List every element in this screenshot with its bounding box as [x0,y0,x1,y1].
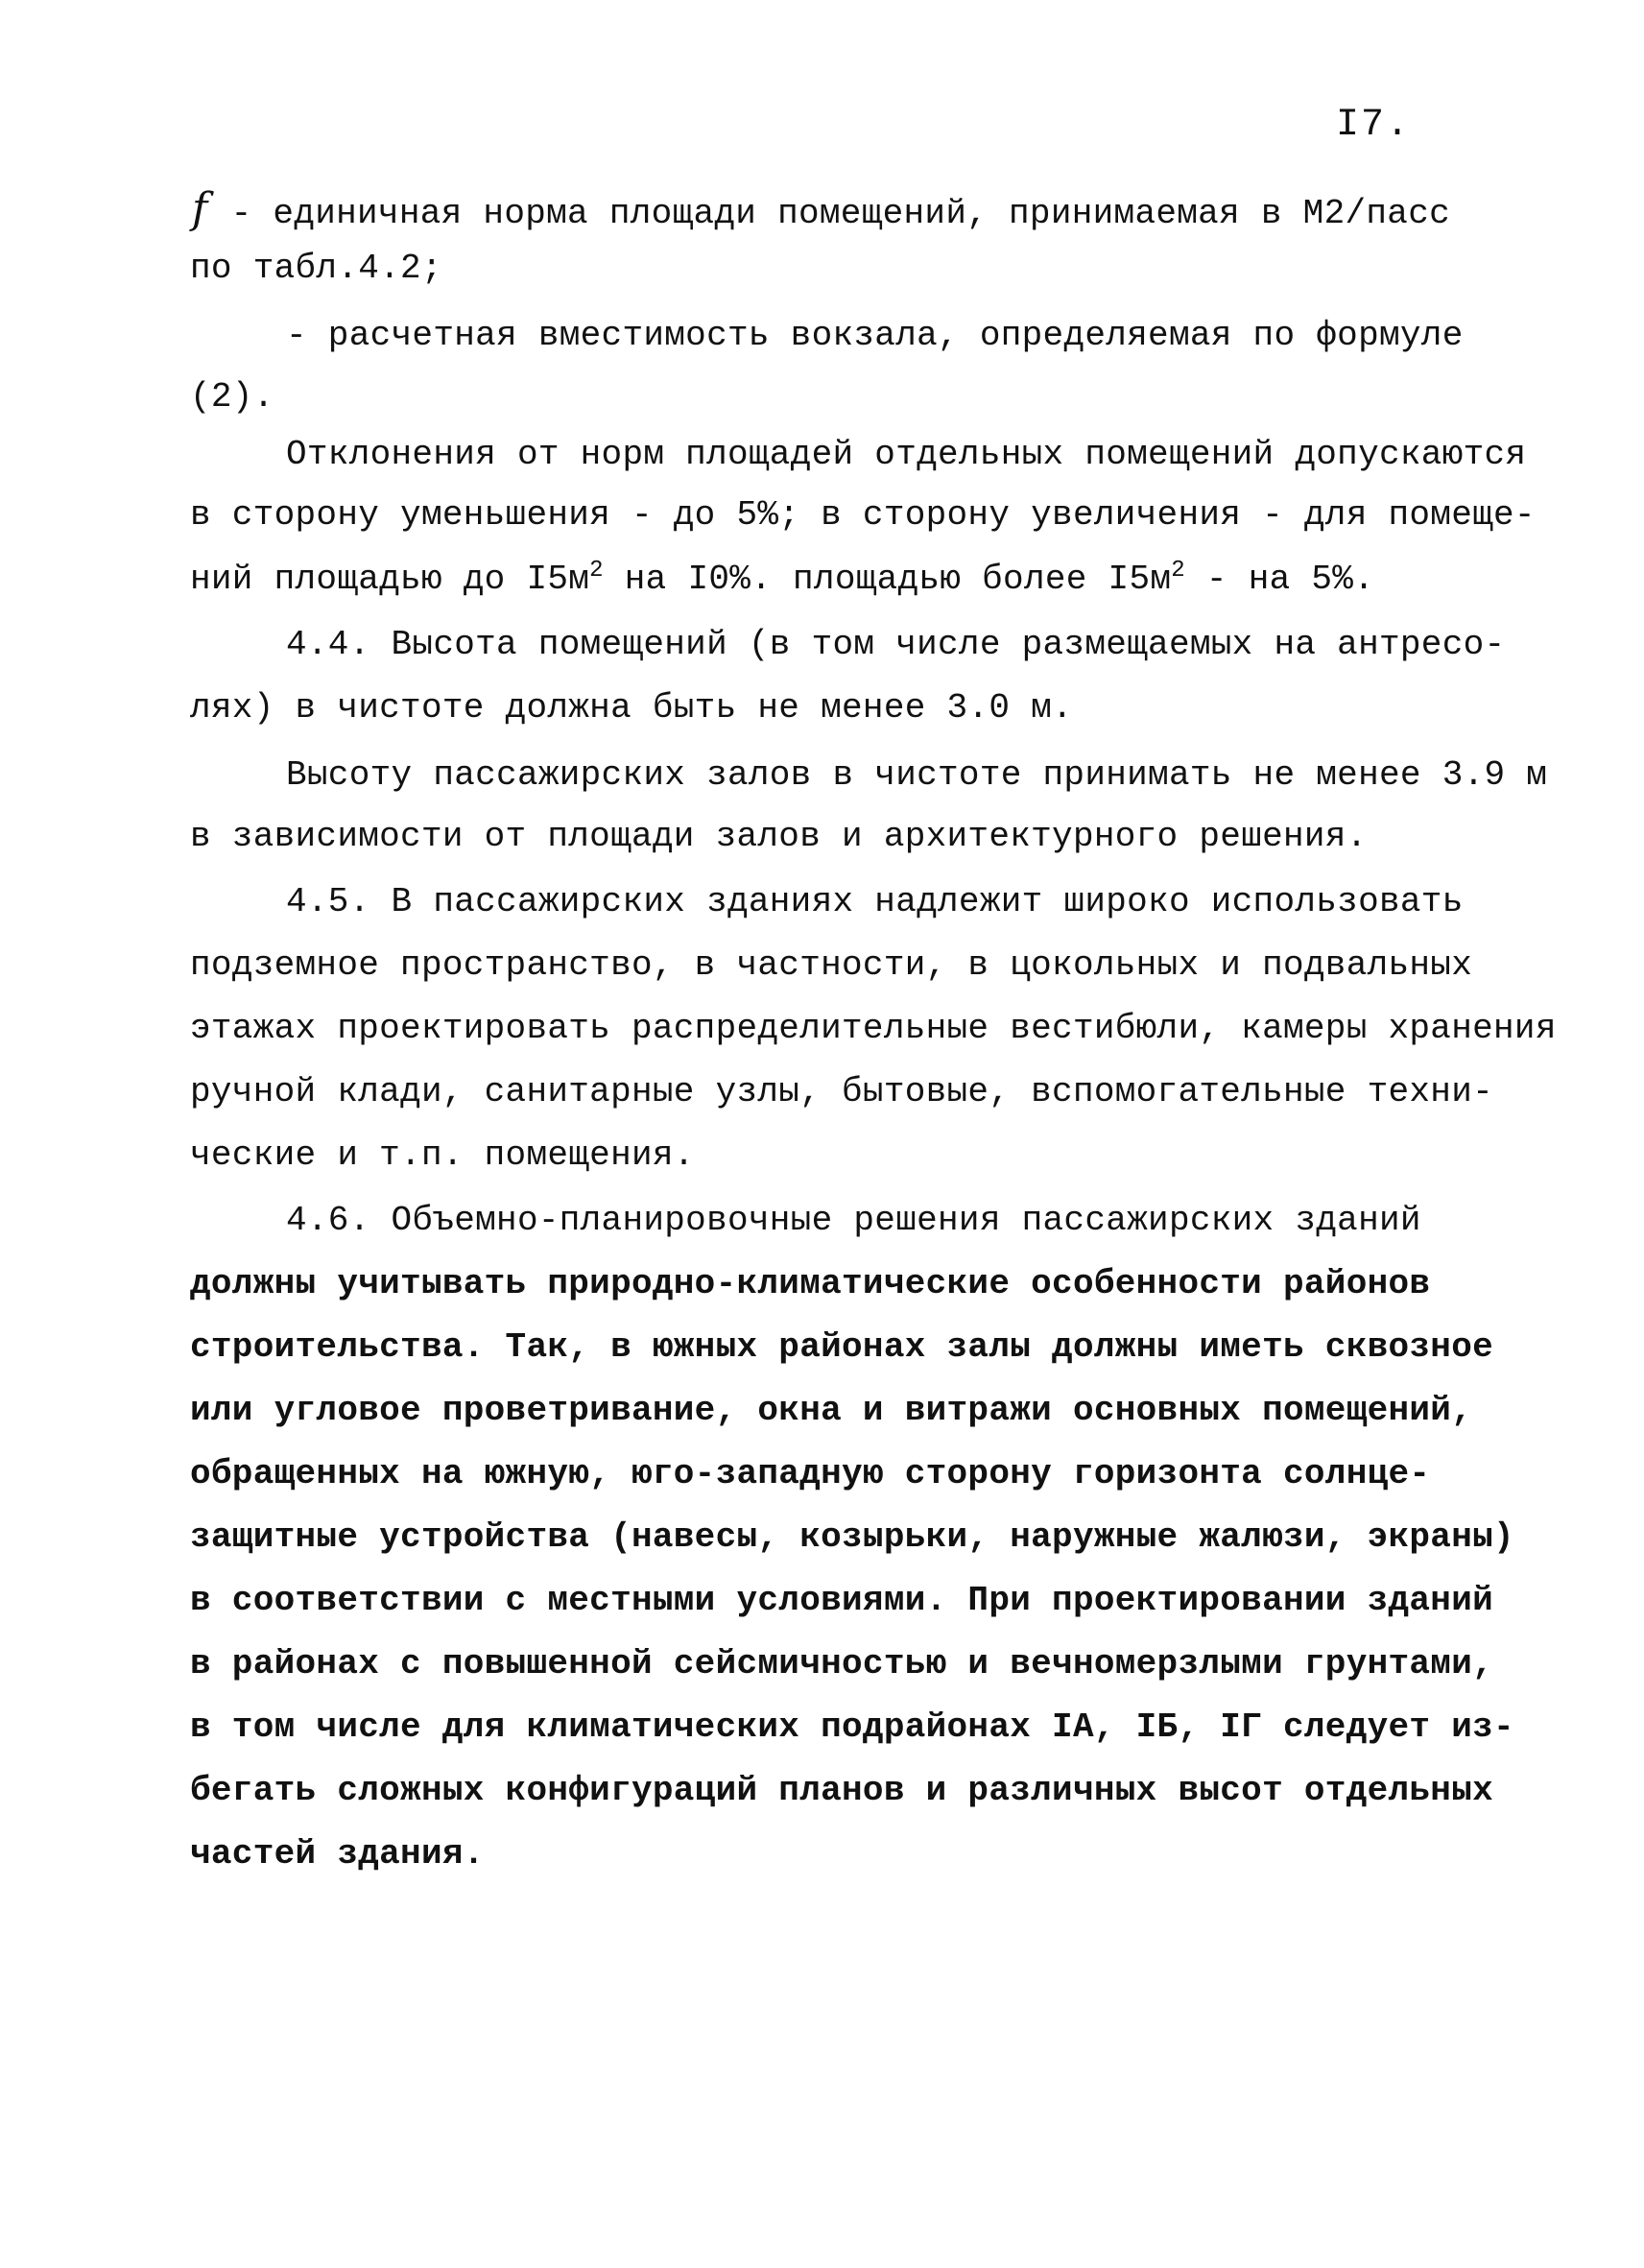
text-fragment: - на 5%. [1184,560,1375,599]
text-line: этажах проектировать распределительные вестибюли, камеры хранения [190,1009,1557,1048]
unit-norm-symbol: f [192,184,208,233]
text-line: в соответствии с местными условиями. При проектировании зданий [190,1581,1494,1620]
text-line: обращенных на южную, юго-западную сторону горизонта солнце- [190,1454,1431,1493]
text-line: Высоту пассажирских залов в чистоте принимать не менее 3.9 м [286,755,1548,795]
text-fragment: ний площадью до I5м [190,560,590,599]
text-line: бегать сложных конфигураций планов и различных высот отдельных [190,1771,1494,1810]
text-line: или угловое проветривание, окна и витражи основных помещений, [190,1391,1473,1430]
text-line: ручной клади, санитарные узлы, бытовые, вспомогательные техни- [190,1072,1494,1111]
text-line: в зависимости от площади залов и архитектурного решения. [190,817,1368,856]
text-line: подземное пространство, в частности, в цокольных и подвальных [190,945,1473,985]
text-line: Отклонения от норм площадей отдельных помещений допускаются [286,435,1527,474]
text-line: защитные устройства (навесы, козырьки, наружные жалюзи, экраны) [190,1517,1514,1557]
text-line: в районах с повышенной сейсмичностью и вечномерзлыми грунтами, [190,1644,1494,1683]
text-line: по табл.4.2; [190,249,442,288]
text-line [190,559,1374,601]
text-line: должны учитывать природно-климатические особенности районов [190,1264,1431,1303]
superscript: 2 [589,558,604,584]
text-line: ческие и т.п. помещения. [190,1135,695,1175]
text-line [192,184,1450,235]
page-number: I7. [1336,104,1412,147]
text-line: в сторону уменьшения - до 5%; в сторону увеличения - для помеще- [190,495,1536,535]
superscript: 2 [1171,558,1185,584]
text-line-content: - единичная норма площади помещений, принимаемая в М2/пасс [230,194,1450,233]
text-fragment: на I0%. площадью более I5м [603,560,1172,599]
section-4-5: 4.5. В пассажирских зданиях надлежит широко использовать [286,882,1464,921]
text-line: в том числе для климатических подрайонах IА, IБ, IГ следует из- [190,1707,1514,1747]
section-4-6: 4.6. Объемно-планировочные решения пассажирских зданий [286,1201,1421,1240]
text-line: (2). [190,377,274,417]
text-line: - расчетная вместимость вокзала, определяемая по формуле [286,316,1464,355]
text-line: строительства. Так, в южных районах залы должны иметь сквозное [190,1327,1494,1367]
text-line: частей здания. [190,1834,485,1874]
text-line: лях) в чистоте должна быть не менее 3.0 м. [190,688,1073,728]
section-4-4: 4.4. Высота помещений (в том числе размещаемых на антресо- [286,625,1506,664]
